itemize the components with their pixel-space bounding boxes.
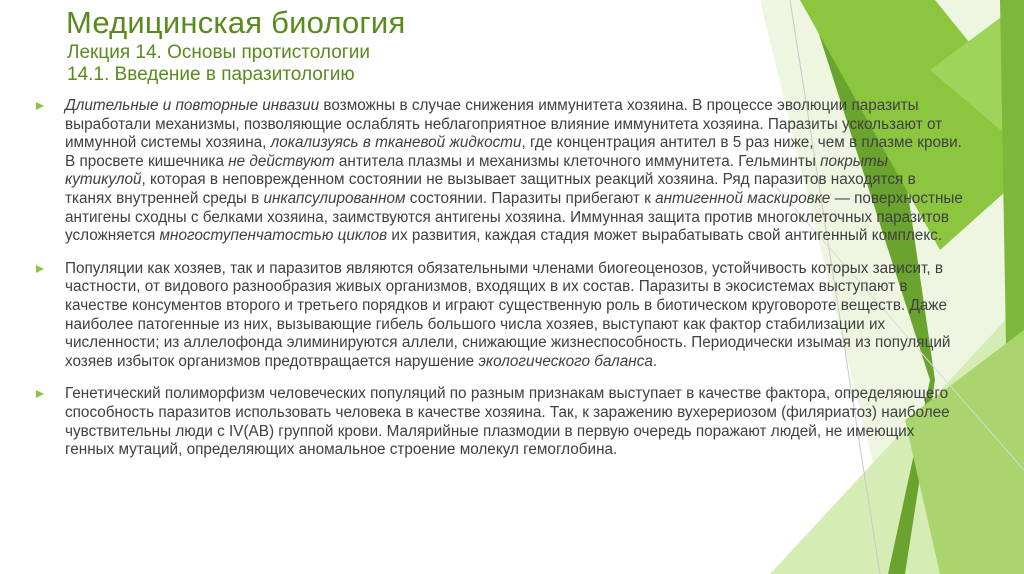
text-run: Генетический полиморфизм человеческих популяций по разным признакам выступает в качестве фактора, определяющего способность паразитов использовать человека в качестве хозяина. Так, к заражению вухерериозом (филяриатоз) наиболее чувствительны люди с IV(AB) группой крови. Малярийные плазмодии в первую очередь поражают людей, не имеющих генных мутаций, определяющих аномальное строение молекул гемоглобина. xyxy=(65,385,950,459)
italic-text-run: локализуясь в тканевой жидкости xyxy=(270,134,522,152)
text-run: Популяции как хозяев, так и паразитов являются обязательными членами биогеоценозов, устойчивость которых зависит, в частности, от видового разнообразия живых организмов, входящих в их состав. Паразиты в экосистемах выступают в качестве консументов второго и третьего порядков и играют существенную роль в биотическом круговороте веществ. Даже наиболее патогенные из них, вызывающие гибель большого числа хозяев, выступают как фактор стабилизации их численности; из аллелофонда элиминируются аллели, снижающие жизнеспособность. Периодически изымая из популяций хозяев избыток организмов предотвращается нарушение xyxy=(65,259,951,370)
bullet-arrow-icon xyxy=(36,390,44,398)
text-run: их развития, каждая стадия может вырабатывать свой антигенный комплекс. xyxy=(387,227,943,245)
text-run: возможны в случае снижения иммунитета хозяина. В процессе эволюции паразиты выработали механизмы, позволяющие ослаблять неблагоприятное влияние иммунитета хозяина. Паразиты ускользают от иммунной системы хозяина, xyxy=(65,97,943,152)
italic-text-run: экологического баланса xyxy=(478,352,653,370)
slide-subtitle-section: 14.1. Введение в паразитологию xyxy=(67,64,355,85)
italic-text-run: антигенной маскировке xyxy=(655,189,831,207)
paragraph-text xyxy=(65,97,963,244)
italic-text-run: многоступенчатостью циклов xyxy=(159,227,388,245)
title-block xyxy=(66,4,766,86)
text-run: , которая в неповрежденном состоянии не вызывает защитных реакций хозяина. Ряд паразитов находятся в тканях внутренней среды в xyxy=(65,171,916,207)
text-run: , где концентрация антител в 5 раз ниже, чем в плазме крови. В просвете кишечника xyxy=(65,134,962,170)
text-run: состоянии. Паразиты прибегают к xyxy=(405,189,656,207)
bullet-arrow-icon xyxy=(36,265,44,273)
text-run: . xyxy=(652,352,658,370)
italic-text-run: не действуют xyxy=(228,152,335,170)
bullet-paragraph-2 xyxy=(36,260,966,372)
italic-text-run: Длительные и повторные инвазии xyxy=(65,97,320,114)
paragraph-text xyxy=(65,385,950,458)
slide-subtitle-lecture: Лекция 14. Основы протистологии xyxy=(67,42,370,63)
bullet-arrow-icon xyxy=(36,102,44,110)
bullet-paragraph-1 xyxy=(36,97,966,246)
slide-title: Медицинская биология xyxy=(66,5,406,40)
italic-text-run: покрыты кутикулой xyxy=(65,152,889,189)
italic-text-run: инкапсулированном xyxy=(263,189,406,207)
text-run: антитела плазмы и механизмы клеточного иммунитета. Гельминты xyxy=(334,152,821,170)
text-run: — поверхностные антигены сходны с белками хозяина, заимствуются антигены хозяина. Иммунная защита против многоклеточных паразитов усложняется xyxy=(65,189,963,245)
paragraph-text xyxy=(65,260,950,370)
content-body xyxy=(36,97,966,474)
bullet-paragraph-3 xyxy=(36,385,966,459)
